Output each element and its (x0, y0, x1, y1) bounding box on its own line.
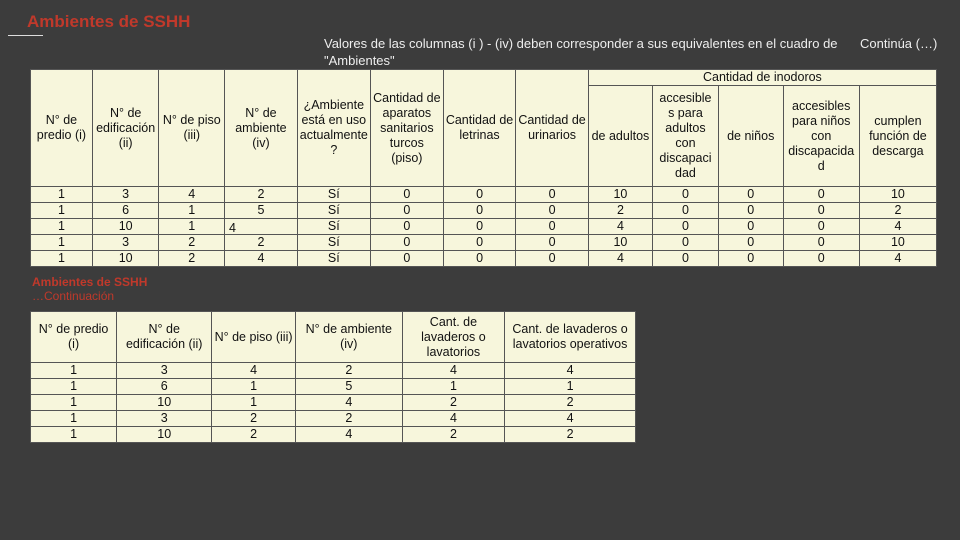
table-cell: 4 (859, 251, 936, 267)
table-cell: Sí (297, 187, 370, 203)
table-cell: 1 (31, 363, 117, 379)
lavaderos-table-body (31, 363, 636, 443)
table-cell: 2 (402, 395, 504, 411)
table-cell: 2 (212, 427, 296, 443)
table-cell: 0 (718, 251, 783, 267)
table-cell: 4 (159, 187, 225, 203)
table-cell: 0 (783, 203, 859, 219)
table-cell: 3 (92, 187, 159, 203)
table-cell: 0 (516, 251, 589, 267)
table-cell: 0 (370, 251, 443, 267)
col-header: de adultos (588, 86, 652, 187)
table-cell: 1 (31, 235, 93, 251)
table-cell: Sí (297, 203, 370, 219)
table-cell: 1 (402, 379, 504, 395)
col-header: N° de predio (i) (31, 312, 117, 363)
table-cell: 0 (783, 187, 859, 203)
table-cell: 4 (505, 363, 636, 379)
table-cell: 4 (402, 411, 504, 427)
table-cell: 3 (117, 411, 212, 427)
table-cell: 0 (783, 251, 859, 267)
table-cell: 0 (718, 187, 783, 203)
table-cell: 2 (588, 203, 652, 219)
table-cell: 2 (505, 395, 636, 411)
sshh-table (30, 69, 937, 267)
table-cell: 5 (225, 203, 298, 219)
table-cell: 0 (370, 203, 443, 219)
table-cell: 1 (212, 379, 296, 395)
table-cell: 2 (212, 411, 296, 427)
table-row (31, 187, 937, 203)
group-header-inodoros: Cantidad de inodoros (588, 70, 936, 86)
table-cell: 1 (31, 395, 117, 411)
table-cell: 10 (588, 235, 652, 251)
table-cell: 2 (859, 203, 936, 219)
table-cell: 1 (31, 203, 93, 219)
table-cell: 1 (31, 427, 117, 443)
table-cell: 10 (117, 427, 212, 443)
table-cell: Sí (297, 235, 370, 251)
stray-value: 4 (229, 221, 236, 235)
table-cell: 10 (117, 395, 212, 411)
table-row (31, 203, 937, 219)
col-header: Cantidad de urinarios (516, 70, 589, 187)
col-header: N° de piso (iii) (212, 312, 296, 363)
table-row (31, 363, 636, 379)
sshh-table-body (31, 187, 937, 267)
table-row (31, 379, 636, 395)
table-cell: 0 (653, 235, 719, 251)
table-cell: Sí (297, 219, 370, 235)
page-title: Ambientes de SSHH (27, 12, 191, 31)
col-header: accesible s para adultos con discapaci dad (653, 86, 719, 187)
col-header: Cant. de lavaderos o lavatorios operativos (505, 312, 636, 363)
lavaderos-table (30, 311, 636, 443)
table-cell: 0 (516, 219, 589, 235)
table-cell: 0 (516, 203, 589, 219)
table-cell: 0 (516, 187, 589, 203)
table-cell: 1 (31, 411, 117, 427)
table-row (31, 235, 937, 251)
table-cell: 4 (402, 363, 504, 379)
table-cell: 1 (159, 203, 225, 219)
col-header: cumplen función de descarga (859, 86, 936, 187)
table-cell: 4 (859, 219, 936, 235)
table-row (31, 395, 636, 411)
table-cell: 0 (783, 235, 859, 251)
table-cell: 2 (295, 411, 402, 427)
table-cell: 0 (718, 235, 783, 251)
table-cell: 1 (31, 219, 93, 235)
col-header: Cantidad de letrinas (443, 70, 516, 187)
table-row (31, 219, 937, 235)
table-cell: 4 (212, 363, 296, 379)
table-cell: 0 (653, 251, 719, 267)
col-header: N° de ambiente (iv) (295, 312, 402, 363)
table-cell: 0 (653, 219, 719, 235)
table-cell: 10 (92, 219, 159, 235)
subtitle-block (32, 275, 147, 303)
table-cell: 1 (505, 379, 636, 395)
continua-label: Continúa (…) (860, 36, 938, 51)
table-cell: 2 (225, 235, 298, 251)
instruction-note: Valores de las columnas (i ) - (iv) deben corresponder a sus equivalentes en el cuadro de "Ambientes" (324, 36, 838, 68)
table-cell: 1 (31, 187, 93, 203)
table-cell: 0 (718, 203, 783, 219)
table-cell: 3 (92, 235, 159, 251)
col-header: de niños (718, 86, 783, 187)
table-cell: 2 (295, 363, 402, 379)
table-cell: 2 (225, 187, 298, 203)
table-cell: 0 (443, 219, 516, 235)
table-cell: 10 (859, 187, 936, 203)
col-header: Cantidad de aparatos sanitarios turcos (piso) (370, 70, 443, 187)
col-header: N° de edificación (ii) (92, 70, 159, 187)
table-cell: 2 (505, 427, 636, 443)
table-cell: 10 (92, 251, 159, 267)
table-cell: 0 (653, 203, 719, 219)
table-cell: 0 (443, 203, 516, 219)
table-cell: 0 (443, 251, 516, 267)
table-cell: 0 (443, 235, 516, 251)
subtitle-continuation: …Continuación (32, 289, 115, 303)
table-cell: 0 (370, 235, 443, 251)
table-cell: 1 (31, 251, 93, 267)
table-cell: 3 (117, 363, 212, 379)
table-cell: 10 (588, 187, 652, 203)
col-header: N° de piso (iii) (159, 70, 225, 187)
table-cell: 2 (402, 427, 504, 443)
table-row (31, 411, 636, 427)
table-cell: 4 (505, 411, 636, 427)
table-cell: 0 (443, 187, 516, 203)
col-header: Cant. de lavaderos o lavatorios (402, 312, 504, 363)
table-cell: 1 (159, 219, 225, 235)
subtitle: Ambientes de SSHH (32, 275, 148, 289)
table-cell: 6 (117, 379, 212, 395)
table-cell: 4 (588, 251, 652, 267)
table-cell: Sí (297, 251, 370, 267)
table-cell: 6 (92, 203, 159, 219)
table-row (31, 251, 937, 267)
col-header: ¿Ambiente está en uso actualmente ? (297, 70, 370, 187)
table-cell: 4 (295, 427, 402, 443)
col-header: N° de predio (i) (31, 70, 93, 187)
table-cell: 1 (31, 379, 117, 395)
table-cell: 1 (212, 395, 296, 411)
col-header: N° de ambiente (iv) (225, 70, 298, 187)
table-cell: 4 (295, 395, 402, 411)
table-cell: 5 (295, 379, 402, 395)
table-cell: 0 (783, 219, 859, 235)
title-underline (8, 35, 43, 36)
col-header: accesibles para niños con discapacida d (783, 86, 859, 187)
table-cell: 0 (653, 187, 719, 203)
table-cell: 2 (159, 251, 225, 267)
table-cell: 4 (225, 251, 298, 267)
table-cell: 10 (859, 235, 936, 251)
table-cell: 2 (159, 235, 225, 251)
table-cell: 0 (370, 219, 443, 235)
table-row (31, 427, 636, 443)
col-header: N° de edificación (ii) (117, 312, 212, 363)
table-cell: 4 (588, 219, 652, 235)
table-cell: 0 (718, 219, 783, 235)
table-cell: 0 (370, 187, 443, 203)
table-cell: 0 (516, 235, 589, 251)
